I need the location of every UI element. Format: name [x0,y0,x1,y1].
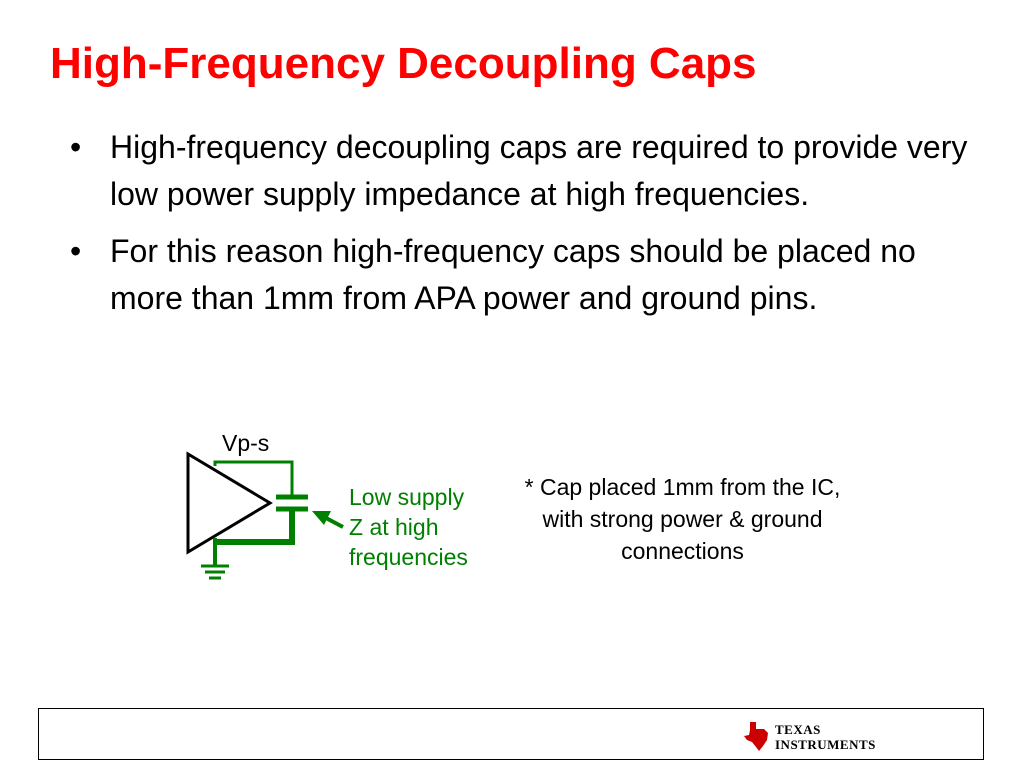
bullet-text: For this reason high-frequency caps should be placed no more than 1mm from APA power and ground pins. [110,233,916,316]
amplifier-symbol [188,454,270,552]
bullet-dot: • [70,233,82,269]
bullet-text: High-frequency decoupling caps are required to provide very low power supply impedance at high frequencies. [110,129,968,212]
texas-state-icon [744,722,768,751]
slide-title: High-Frequency Decoupling Caps [50,39,757,88]
callout-label [349,482,519,572]
ti-logo-text: TEXAS [775,722,821,737]
ti-logo-text: INSTRUMENTS [775,737,876,752]
supply-label: Vp-s [222,430,270,456]
callout-line: Z at high [349,514,439,540]
callout-line: Low supply [349,484,465,510]
placement-note: * Cap placed 1mm from the IC, with strong power & ground connections [524,474,841,564]
callout-line: frequencies [349,544,468,570]
bullet-dot: • [70,129,82,165]
callout-arrow-shaft [326,518,343,527]
